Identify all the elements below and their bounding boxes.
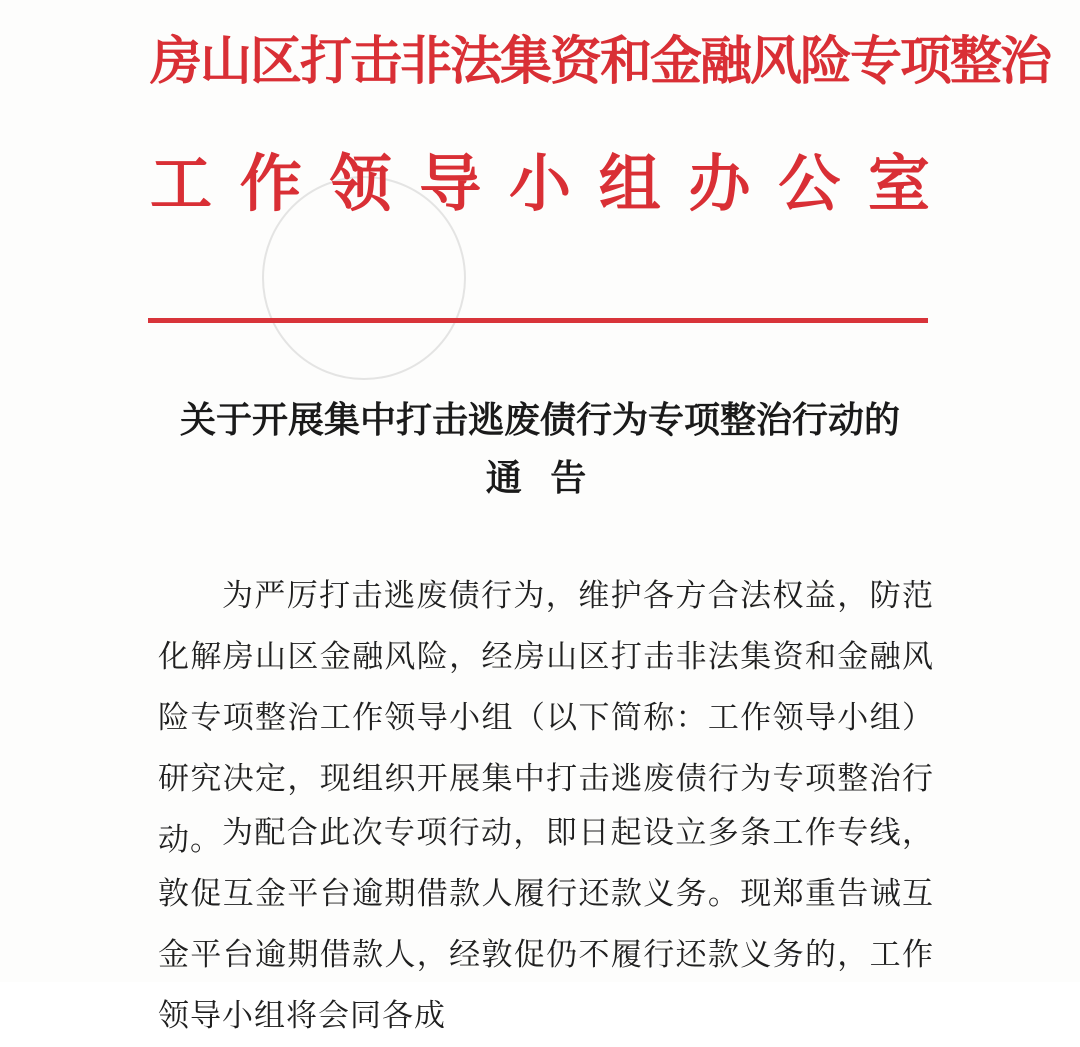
body-paragraph-1: 为严厉打击逃废债行为，维护各方合法权益，防范化解房山区金融风险，经房山区打击非法集资和金融风险专项整治工作领导小组（以下简称：工作领导小组）研究决定，现组织开展集中打击逃废债行为专项整治行动。 (158, 578, 934, 858)
body-paragraph-2: 为配合此次专项行动，即日起设立多条工作专线，敦促互金平台逾期借款人履行还款义务。现郑重告诫互金平台逾期借款人，经敦促仍不履行还款义务的，工作领导小组将会同各成 (158, 815, 934, 1034)
issuing-office-name-line2: 工作领导小组办公室 (150, 147, 930, 220)
notice-title-line1: 关于开展集中打击逃废债行为专项整治行动的 (179, 399, 900, 441)
issuing-office-name-line1: 房山区打击非法集资和金融风险专项整治 (150, 31, 1051, 92)
red-divider-line (148, 318, 928, 323)
notice-title-line2: 通 告 (485, 457, 595, 499)
